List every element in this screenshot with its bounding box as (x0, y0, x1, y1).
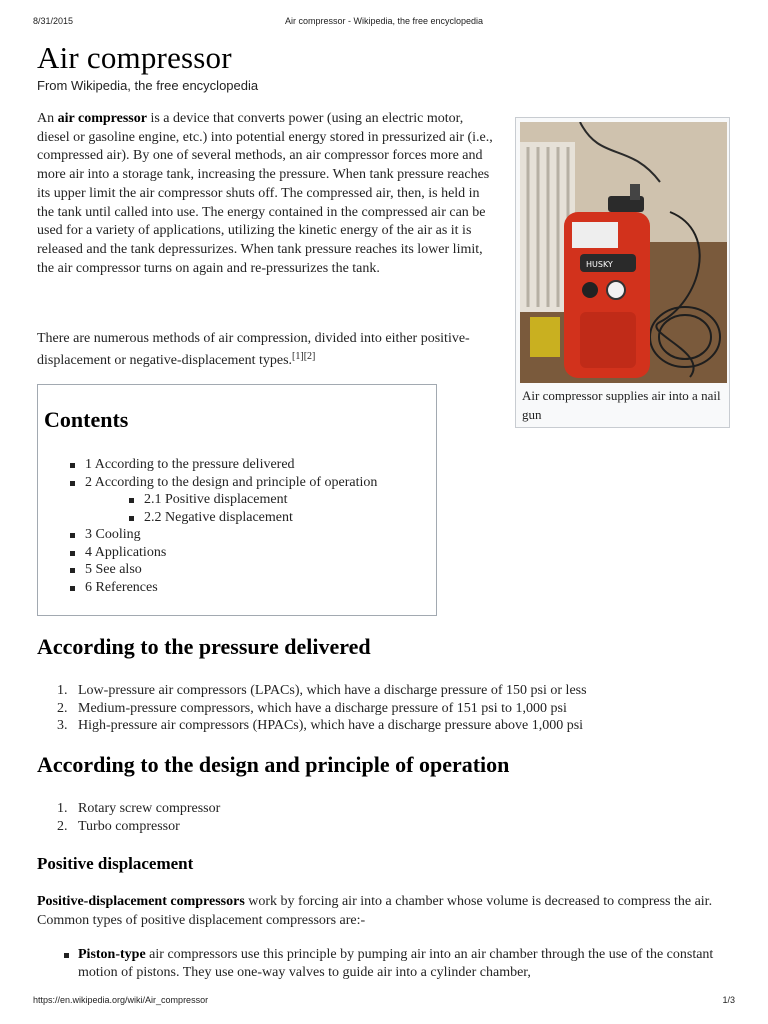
list-marker: 1. (57, 801, 68, 816)
image-thumbnail (515, 117, 730, 428)
toc-item-2-label[interactable]: 2 According to the design and principle of operation (85, 474, 378, 490)
list-item-text: Rotary screw compressor (78, 801, 221, 816)
toc-item-2-1[interactable]: 2.1 Positive displacement (127, 491, 377, 509)
intro2-text: There are numerous methods of air compression, divided into either positive-displacement or negative-displacement types. (37, 331, 470, 368)
piston-bold-term: Piston-type (78, 947, 146, 962)
intro-paragraph-2 (37, 328, 497, 372)
table-of-contents (37, 384, 437, 616)
list-marker: 1. (57, 683, 68, 698)
list-item-text: Low-pressure air compressors (LPACs), which have a discharge pressure of 150 psi or less (78, 683, 587, 698)
site-tagline: From Wikipedia, the free encyclopedia (37, 78, 259, 93)
toc-item-2-2[interactable]: 2.2 Negative displacement (127, 509, 377, 527)
intro-paragraph (37, 110, 497, 278)
positive-bold-term: Positive-displacement compressors (37, 894, 245, 909)
toc-list (68, 456, 377, 596)
toc-title: Contents (44, 407, 129, 432)
toc-sublist (85, 491, 377, 526)
intro-text: is a device that converts power (using an electric motor, diesel or gasoline engine, etc.) into potential energy stored in pressurized air (i.e., compressed air). By one of several methods, an air compressor forces more and more air into a storage tank, increasing the pressure. When tank pressure reaches its upper limit the air compressor shuts off. The compressed air, then, is held in the tank until called into use. The energy contained in the compressed air can be used for a variety of applications, utilizing the kinetic energy of the air as it is released and the tank depressurizes. When tank pressure reaches its lower limit, the air compressor turns on again and re-pressurizes the tank. (37, 111, 493, 276)
list-item (37, 717, 587, 735)
toc-item-1[interactable]: 1 According to the pressure delivered (68, 456, 377, 474)
list-item (37, 800, 220, 818)
list-marker: 3. (57, 718, 68, 733)
intro-prefix: An (37, 111, 58, 126)
toc-item-4[interactable]: 4 Applications (68, 544, 377, 562)
photo-illustration (520, 122, 727, 383)
positive-text: work by forcing air into a chamber whose volume is decreased to compress the air. Common types of positive displacement compressors are:- (37, 894, 713, 928)
list-item-text: High-pressure air compressors (HPACs), which have a discharge pressure above 1,000 psi (78, 718, 584, 733)
piston-type-bullet (62, 946, 732, 981)
pressure-list (37, 682, 587, 735)
design-list (37, 800, 220, 835)
list-marker: 2. (57, 700, 68, 716)
heading-positive-displacement: Positive displacement (37, 854, 194, 873)
air-compressor-photo[interactable] (520, 122, 727, 383)
toc-item-3[interactable]: 3 Cooling (68, 526, 377, 544)
article-title: Air compressor (37, 40, 232, 75)
list-item-text: Medium-pressure compressors, which have a discharge pressure of 151 psi to 1,000 psi (78, 700, 567, 716)
list-item (37, 682, 587, 700)
reference-link-1[interactable]: [1] (292, 351, 304, 362)
piston-text: air compressors use this principle by pumping air into an air chamber through the use of the constant motion of pistons. They use one-way valves to guide air into a cylinder chamber, (78, 947, 714, 980)
print-date: 8/31/2015 (33, 16, 74, 26)
heading-pressure-delivered: According to the pressure delivered (37, 634, 371, 659)
print-url: https://en.wikipedia.org/wiki/Air_compressor (33, 995, 209, 1005)
positive-displacement-paragraph (37, 892, 737, 930)
reference-link-2[interactable]: [2] (303, 351, 316, 362)
print-page-number: 1/3 (722, 995, 735, 1005)
list-item (37, 818, 220, 836)
toc-item-6[interactable]: 6 References (68, 579, 377, 597)
toc-item-2[interactable] (68, 474, 377, 527)
list-marker: 2. (57, 818, 68, 834)
heading-design-principle: According to the design and principle of operation (37, 752, 510, 777)
photo-brand-label: HUSKY (586, 260, 613, 269)
intro-bold-term: air compressor (57, 111, 147, 126)
toc-item-5[interactable]: 5 See also (68, 561, 377, 579)
list-item (37, 700, 587, 718)
print-page-title: Air compressor - Wikipedia, the free encyclopedia (284, 16, 484, 26)
list-item-text: Turbo compressor (78, 818, 180, 834)
image-caption: Air compressor supplies air into a nail gun (522, 388, 721, 422)
